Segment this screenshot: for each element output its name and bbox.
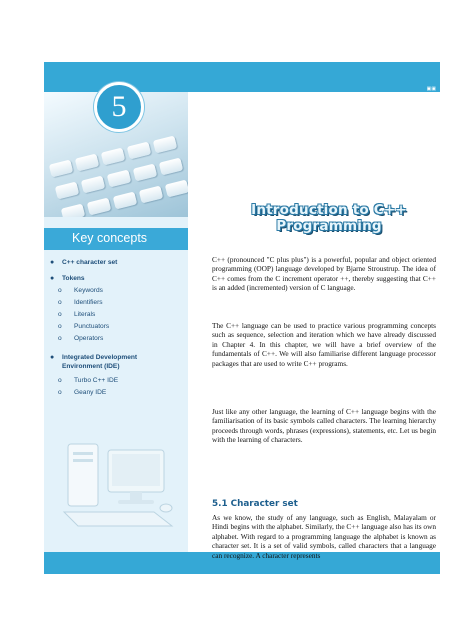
section-heading: 5.1 Character set [212,499,298,509]
concept-item: ● C++ character set [50,259,118,266]
concept-subitem: o Punctuators [58,323,110,330]
paragraph: C++ (pronounced "C plus plus") is a powerful, popular and object oriented programming (OOP) language developed by Bjarne Stroustrup. The idea of C++ comes from the C increment operator ++, thereby suggesting that C++ is an added (incremented) version of C language. [212,255,436,293]
key-concepts-heading: Key concepts [72,231,148,245]
bullet-icon: ● [50,354,55,361]
paragraph: The C++ language can be used to practice various programming concepts such as sequence, selection and iteration which we have already discussed in Chapter 4. In this chapter, we will have a brief overview of the fundamentals of C++. We will also familiarise different language processor packages that are used to write C++ programs. [212,321,436,368]
concept-subitem: o Keywords [58,287,103,294]
paragraph: Just like any other language, the learning of C++ language begins with the familiarisation of its basic symbols called characters. The learning hierarchy proceeds through words, phrases (expressions), statements, etc. Let us begin with the learning of characters. [212,407,436,445]
bullet-icon: ● [50,275,55,282]
book-page [44,62,440,574]
concept-subitem: o Literals [58,311,96,318]
concept-subitem: o Identifiers [58,299,103,306]
bullet-icon: ● [50,259,55,266]
corner-logo-icon: ▣▣ [426,86,436,92]
paragraph: As we know, the study of any language, such as English, Malayalam or Hindi begins with the alphabet. Similarly, the C++ language also has its own alphabet. With regard to a programming language the alphabet is known as character set. It is a set of valid symbols, called characters that a language can recognize. A character represents [212,513,436,560]
concept-item: ● Tokens [50,275,85,282]
concept-subitem: o Operators [58,335,104,342]
concept-subitem: o Geany IDE [58,389,107,396]
concept-item: ● Integrated Development Environment (IDE) [50,354,138,370]
concept-subitem: o Turbo C++ IDE [58,377,119,384]
computer-illustration-icon [54,442,180,532]
chapter-title: Introduction to C++ Programming [251,202,407,234]
chapter-number-badge: 5 [94,82,144,132]
